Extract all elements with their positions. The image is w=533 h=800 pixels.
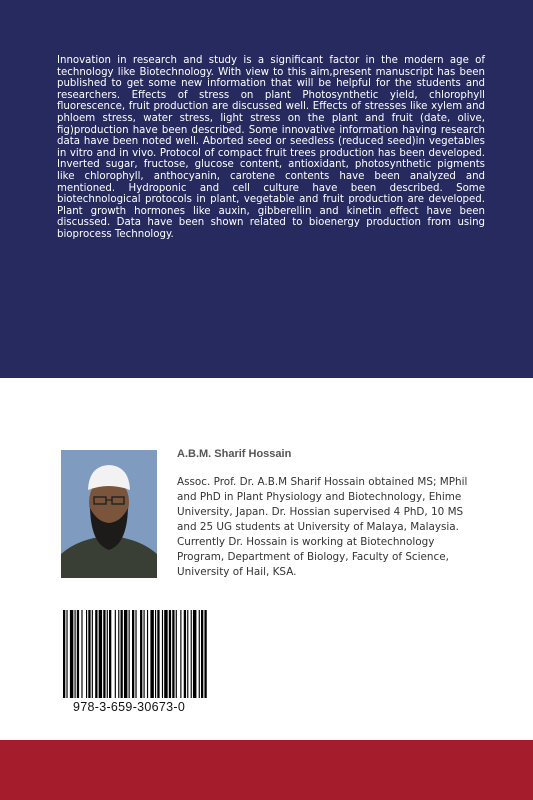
- author-name: A.B.M. Sharif Hossain: [177, 448, 292, 460]
- isbn-number: 978-3-659-30673-0: [73, 700, 186, 714]
- author-bio: Assoc. Prof. Dr. A.B.M Sharif Hossain obtained MS; MPhil and PhD in Plant Physiology and Biotechnology, Ehime University, Japan. Dr. Hossian supervised 4 PhD, 10 MS and 25 UG students at University of Malaya, Malaysia. Currently Dr. Hossain is working at Biotechnology Program, Department of Biology, Faculty of Science, University of Hail, KSA.: [177, 476, 468, 578]
- author-photo: [61, 450, 157, 578]
- author-portrait-image: [61, 450, 157, 578]
- blurb-panel: [0, 0, 533, 378]
- bottom-color-band: [0, 740, 533, 800]
- isbn-barcode: [63, 610, 210, 698]
- book-blurb: Innovation in research and study is a significant factor in the modern age of technology like Biotechnology. With view to this aim,present manuscript has been published to get some new information that will be helpful for the students and researchers. Effects of stress on plant Photosynthetic yield, chlorophyll fluorescence, fruit production are discussed well. Effects of stresses like xylem and phloem stress, water stress, light stress on the plant and fruit (date, olive, fig)production have been described. Some innovative information having research data have been noted well. Aborted seed or seedless (reduced seed)in vegetables in vitro and in vivo. Protocol of compact fruit trees production has been developed. Inverted sugar, fructose, glucose content, antioxidant, photosynthetic pigments like chlorophyll, anthocyanin, carotene contents have been analyzed and mentioned. Hydroponic and cell culture have been described. Some biotechnological protocols in plant, vegetable and fruit production are developed. Plant growth hormones like auxin, gibberellin and kinetin effect have been discussed. Data have been shown related to bioenergy production from using bioprocess Technology.: [57, 55, 485, 240]
